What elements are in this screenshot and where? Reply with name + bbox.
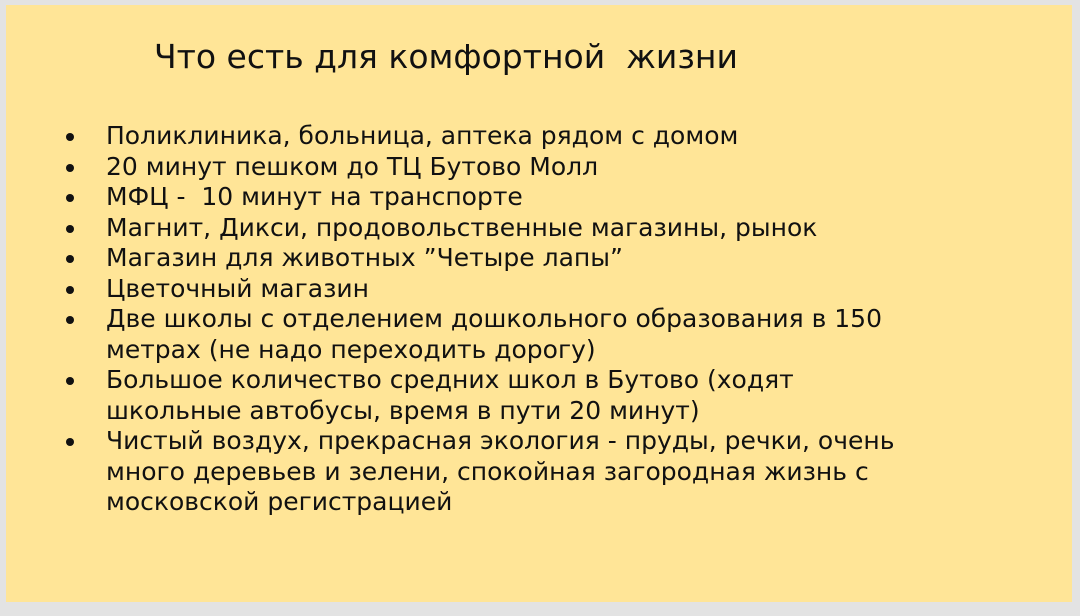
list-item-text: МФЦ - 10 минут на транспорте xyxy=(106,182,523,211)
list-item-text: Большое количество средних школ в Бутово (ходят xyxy=(106,365,794,394)
bullet-list xyxy=(66,121,1026,518)
list-item xyxy=(66,426,1026,518)
list-item xyxy=(66,121,1026,152)
list-item-text: Цветочный магазин xyxy=(106,273,369,303)
list-item-text: Чистый воздух, прекрасная экология - пруды, речки, очень xyxy=(106,426,895,455)
bullet-icon xyxy=(66,316,74,324)
list-item-text: много деревьев и зелени, спокойная загородная жизнь с xyxy=(106,456,869,486)
bullet-icon xyxy=(66,164,74,172)
list-item-text: 20 минут пешком до ТЦ Бутово Молл xyxy=(106,151,599,181)
list-item-text: метрах (не надо переходить дорогу) xyxy=(106,334,596,364)
bullet-icon xyxy=(66,377,74,385)
list-item xyxy=(66,243,1026,274)
slide-title: Что есть для комфортной жизни xyxy=(154,37,738,76)
list-item xyxy=(66,304,1026,365)
bullet-icon xyxy=(66,255,74,263)
list-item-text: Две школы с отделением дошкольного образования в 150 xyxy=(106,304,882,333)
list-item xyxy=(66,365,1026,426)
bullet-icon xyxy=(66,438,74,446)
bullet-icon xyxy=(66,286,74,294)
list-item xyxy=(66,152,1026,183)
list-item xyxy=(66,182,1026,213)
list-item-text: школьные автобусы, время в пути 20 минут) xyxy=(106,395,700,425)
list-item-text: московской регистрацией xyxy=(106,487,453,516)
bullet-icon xyxy=(66,194,74,202)
bullet-icon xyxy=(66,225,74,233)
list-item xyxy=(66,213,1026,244)
slide xyxy=(6,5,1072,602)
list-item-text: Магнит, Дикси, продовольственные магазины, рынок xyxy=(106,212,818,242)
list-item xyxy=(66,274,1026,305)
list-item-text: Поликлиника, больница, аптека рядом с домом xyxy=(106,121,739,150)
list-item-text: Магазин для животных ”Четыре лапы” xyxy=(106,243,623,272)
bullet-icon xyxy=(66,133,74,141)
